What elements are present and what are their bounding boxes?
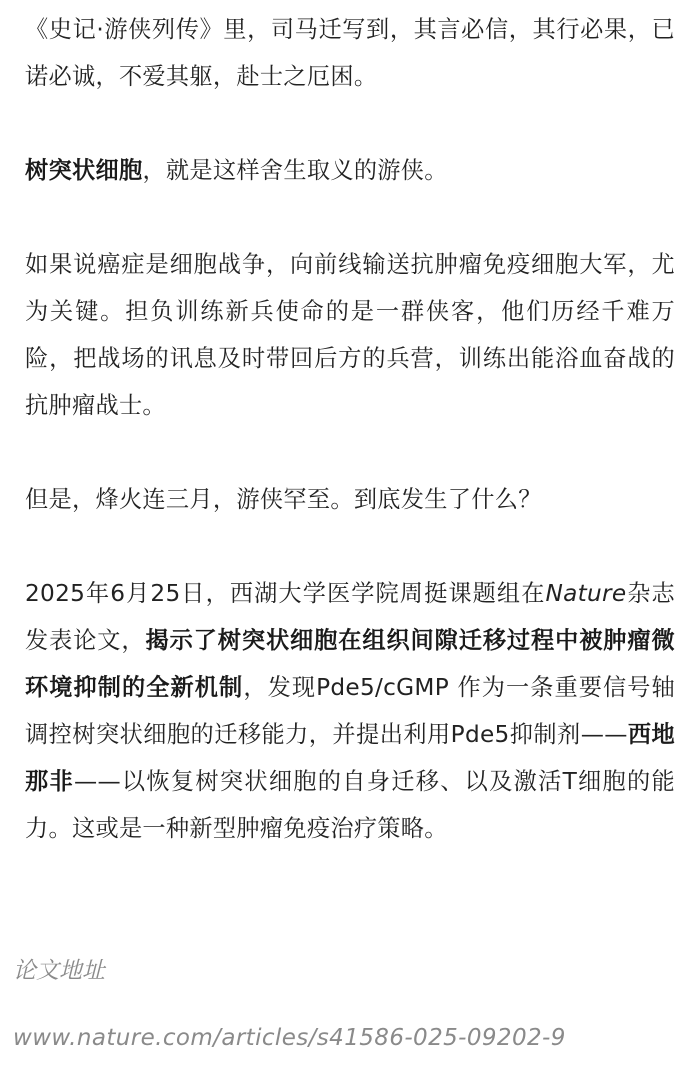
paragraph-text: 《史记·游侠列传》里，司马迁写到，其言必信，其行必果，已诺必诚，不爱其躯，赴士之厄困。 [25,16,675,90]
bold-drug-name: 西地那非 [25,721,675,795]
paper-url[interactable]: www.nature.com/articles/s41586-025-09202-9 [13,1025,566,1051]
paragraph-dendritic-intro [25,147,675,194]
paragraph-research-finding [25,570,675,852]
paragraph-text: 杂志发表论文， [25,580,675,654]
paragraph-text: 如果说癌症是细胞战争，向前线输送抗肿瘤免疫细胞大军，尤为关键。担负训练新兵使命的是一群侠客，他们历经千难万险，把战场的讯息及时带回后方的兵营，训练出能浴血奋战的抗肿瘤战士。 [25,251,675,419]
bold-term-dendritic-cell: 树突状细胞 [25,157,143,184]
journal-name: Nature [545,580,627,607]
paragraph-question [25,476,675,523]
paragraph-gap [25,100,675,147]
bold-key-finding: 揭示了树突状细胞在组织间隙迁移过程中被肿瘤微环境抑制的全新机制 [25,627,675,701]
article-body [25,6,675,852]
paragraph-shiji-quote [25,6,675,100]
paper-address-label: 论文地址 [13,958,105,984]
paragraph-cancer-war [25,241,675,429]
paragraph-gap [25,429,675,476]
paragraph-text: 但是，烽火连三月，游侠罕至。到底发生了什么？ [25,486,542,513]
paragraph-text: ，发现Pde5/cGMP 作为一条重要信号轴调控树突状细胞的迁移能力，并提出利用Pde5抑制剂—— [25,674,675,748]
paragraph-gap [25,523,675,570]
paragraph-gap [25,194,675,241]
paragraph-text: ——以恢复树突状细胞的自身迁移、以及激活T细胞的能力。这或是一种新型肿瘤免疫治疗策略。 [25,768,675,842]
paragraph-text: 2025年6月25日，西湖大学医学院周挺课题组在 [25,580,546,607]
paragraph-text: ，就是这样舍生取义的游侠。 [142,157,448,184]
